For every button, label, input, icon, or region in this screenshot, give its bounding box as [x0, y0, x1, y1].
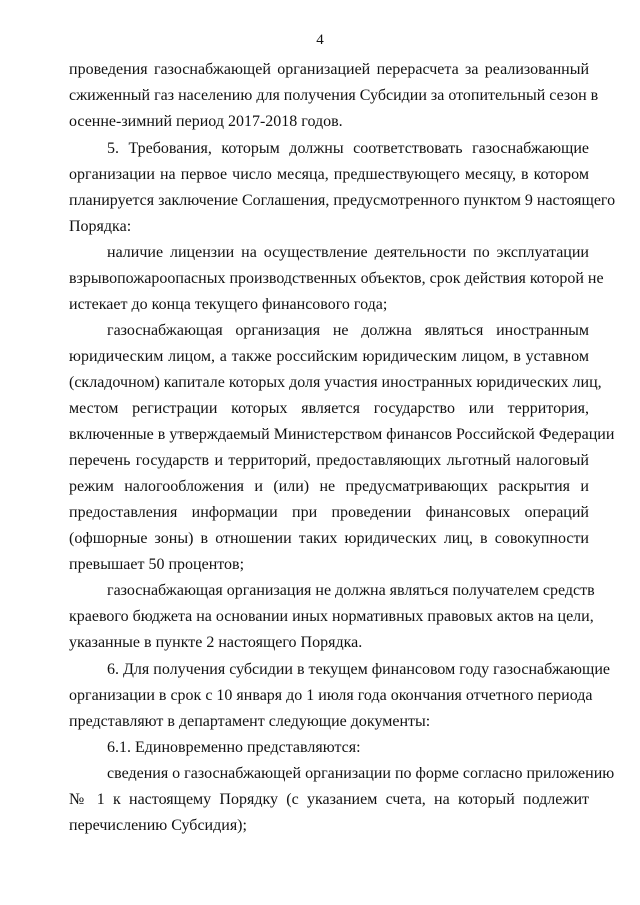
- text-line: краевого бюджета на основании иных нормативных правовых актов на цели,: [69, 608, 594, 625]
- text-line: наличие лицензии на осуществление деятельности по эксплуатации: [107, 244, 589, 261]
- text-line: местом регистрации которых является государство или территория,: [69, 400, 589, 417]
- text-line: организации в срок с 10 января до 1 июля года окончания отчетного периода: [69, 687, 593, 704]
- page-number: 4: [316, 32, 324, 48]
- text-line: газоснабжающая организация не должна являться иностранным: [107, 322, 589, 339]
- text-line: перечень государств и территорий, предоставляющих льготный налоговый: [69, 452, 589, 469]
- text-line: превышает 50 процентов;: [69, 556, 245, 573]
- text-line: (складочном) капитале которых доля участия иностранных юридических лиц,: [69, 374, 602, 391]
- text-line: предоставления информации при проведении финансовых операций: [69, 504, 589, 521]
- text-line: включенные в утверждаемый Министерством финансов Российской Федерации: [69, 426, 615, 443]
- text-line: планируется заключение Соглашения, предусмотренного пунктом 9 настоящего: [69, 192, 616, 209]
- text-line: указанные в пункте 2 настоящего Порядка.: [69, 634, 363, 651]
- text-line: истекает до конца текущего финансового года;: [69, 296, 388, 313]
- text-line: 6. Для получения субсидии в текущем финансовом году газоснабжающие: [107, 661, 610, 678]
- text-line: осенне-зимний период 2017-2018 годов.: [69, 113, 343, 130]
- text-line: юридическим лицом, а также российским юридическим лицом, в уставном: [69, 348, 589, 365]
- text-line: Порядка:: [69, 218, 132, 235]
- text-line: № 1 к настоящему Порядку (с указанием счета, на который подлежит: [69, 791, 589, 808]
- text-line: (офшорные зоны) в отношении таких юридических лиц, в совокупности: [69, 530, 589, 547]
- text-line: проведения газоснабжающей организацией перерасчета за реализованный: [69, 61, 589, 78]
- text-line: газоснабжающая организация не должна являться получателем средств: [107, 582, 595, 599]
- text-line: режим налогообложения и (или) не предусматривающих раскрытия и: [69, 478, 589, 495]
- text-line: сведения о газоснабжающей организации по форме согласно приложению: [107, 765, 615, 782]
- text-line: представляют в департамент следующие документы:: [69, 713, 431, 730]
- text-line: организации на первое число месяца, предшествующего месяцу, в котором: [69, 166, 589, 183]
- text-line: взрывопожароопасных производственных объектов, срок действия которой не: [69, 270, 604, 287]
- text-line: сжиженный газ населению для получения Субсидии за отопительный сезон в: [69, 87, 599, 104]
- text-line: перечислению Субсидия);: [69, 817, 247, 834]
- text-line: 5. Требования, которым должны соответствовать газоснабжающие: [107, 140, 589, 157]
- text-line: 6.1. Единовременно представляются:: [107, 739, 361, 756]
